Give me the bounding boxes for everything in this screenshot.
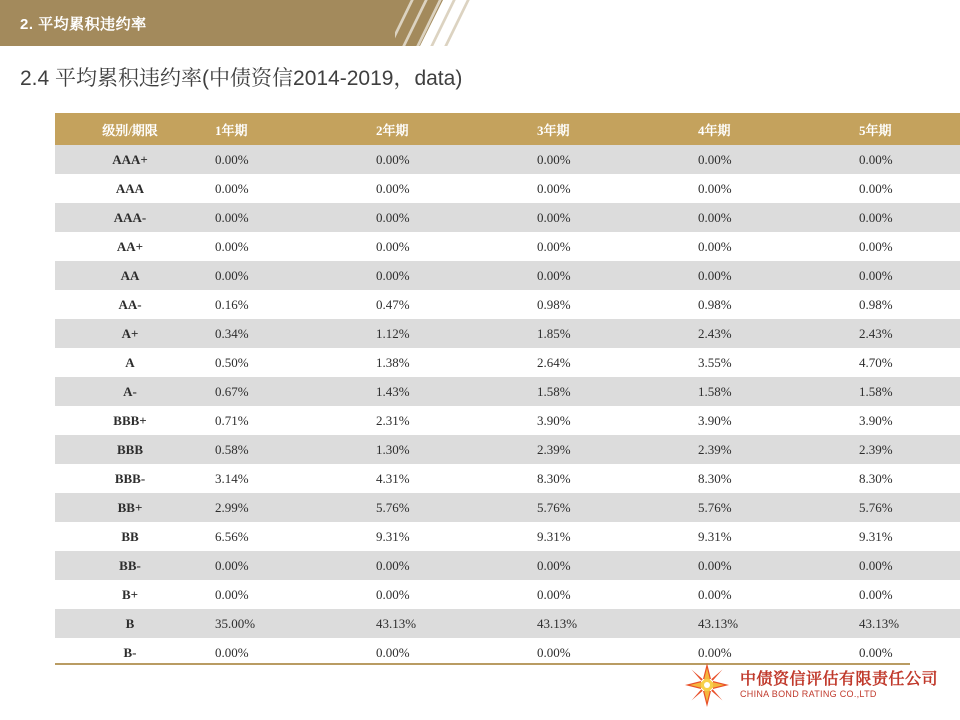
- table-cell-value: 0.00%: [205, 203, 366, 232]
- table-cell-value: 9.31%: [688, 522, 849, 551]
- company-name-block: [740, 671, 938, 700]
- table-cell-value: 2.31%: [366, 406, 527, 435]
- table-cell-value: 43.13%: [849, 609, 960, 638]
- table-cell-value: 35.00%: [205, 609, 366, 638]
- table-cell-grade: BBB: [55, 435, 205, 464]
- table-cell-value: 0.00%: [688, 551, 849, 580]
- table-cell-value: 0.98%: [688, 290, 849, 319]
- table-cell-value: 0.34%: [205, 319, 366, 348]
- table-cell-value: 0.58%: [205, 435, 366, 464]
- table-cell-value: 9.31%: [366, 522, 527, 551]
- table-cell-value: 0.00%: [688, 261, 849, 290]
- table-cell-value: 3.14%: [205, 464, 366, 493]
- table-cell-value: 0.16%: [205, 290, 366, 319]
- table-cell-value: 0.00%: [849, 261, 960, 290]
- table-cell-grade: AAA: [55, 174, 205, 203]
- table-cell-value: 6.56%: [205, 522, 366, 551]
- table-cell-value: 0.00%: [527, 551, 688, 580]
- header-banner: [0, 0, 420, 46]
- table-cell-grade: B-: [55, 638, 205, 667]
- table-cell-value: 8.30%: [527, 464, 688, 493]
- column-header-grade: 级别/期限: [55, 113, 205, 145]
- table-cell-value: 9.31%: [527, 522, 688, 551]
- table-row: [55, 377, 960, 406]
- table-cell-value: 9.31%: [849, 522, 960, 551]
- table-cell-grade: AAA-: [55, 203, 205, 232]
- table-row: [55, 551, 960, 580]
- table-cell-value: 0.47%: [366, 290, 527, 319]
- table-cell-value: 0.00%: [527, 174, 688, 203]
- table-row: [55, 232, 960, 261]
- table-row: [55, 406, 960, 435]
- table-cell-value: 1.30%: [366, 435, 527, 464]
- company-name-en: CHINA BOND RATING CO.,LTD: [739, 689, 877, 700]
- table-cell-value: 1.58%: [849, 377, 960, 406]
- table-header: [55, 113, 960, 145]
- table-cell-value: 0.00%: [366, 174, 527, 203]
- table-cell-value: 2.43%: [688, 319, 849, 348]
- table-cell-value: 0.00%: [366, 145, 527, 174]
- table-cell-value: 1.58%: [527, 377, 688, 406]
- table-cell-value: 0.00%: [205, 174, 366, 203]
- table-cell-value: 0.00%: [205, 145, 366, 174]
- table-row: [55, 464, 960, 493]
- table-row: [55, 261, 960, 290]
- table-cell-value: 0.00%: [366, 203, 527, 232]
- section-label: 2. 平均累积违约率: [20, 15, 147, 33]
- table-cell-value: 0.00%: [688, 174, 849, 203]
- table-cell-value: 4.31%: [366, 464, 527, 493]
- table-cell-value: 0.00%: [849, 232, 960, 261]
- table-cell-value: 0.00%: [527, 145, 688, 174]
- table-cell-value: 0.00%: [205, 638, 366, 667]
- table-cell-value: 0.00%: [205, 551, 366, 580]
- column-header-year3: 3年期: [527, 113, 688, 145]
- table-cell-value: 0.00%: [688, 145, 849, 174]
- table-cell-value: 5.76%: [527, 493, 688, 522]
- table-cell-value: 1.38%: [366, 348, 527, 377]
- table-cell-value: 43.13%: [527, 609, 688, 638]
- table-body: [55, 145, 960, 667]
- table-cell-value: 4.70%: [849, 348, 960, 377]
- table-header-row: [55, 113, 960, 145]
- header-decorative-stripes: [395, 0, 515, 46]
- table-cell-value: 1.58%: [688, 377, 849, 406]
- table-row: [55, 319, 960, 348]
- table-cell-grade: AA-: [55, 290, 205, 319]
- table-cell-value: 5.76%: [688, 493, 849, 522]
- table-cell-value: 0.00%: [366, 551, 527, 580]
- page-title: 2.4 平均累积违约率(中债资信2014-2019，data): [20, 67, 463, 90]
- table-cell-value: 0.00%: [527, 580, 688, 609]
- table-row: [55, 580, 960, 609]
- table-cell-value: 0.00%: [849, 638, 960, 667]
- table-cell-value: 2.99%: [205, 493, 366, 522]
- starburst-icon: [684, 662, 730, 708]
- table-cell-value: 2.64%: [527, 348, 688, 377]
- default-rate-table-container: [55, 113, 910, 667]
- table-cell-value: 0.00%: [366, 638, 527, 667]
- default-rate-table: [55, 113, 960, 667]
- table-cell-value: 0.98%: [527, 290, 688, 319]
- table-cell-grade: BB: [55, 522, 205, 551]
- table-row: [55, 493, 960, 522]
- table-cell-value: 0.50%: [205, 348, 366, 377]
- table-cell-value: 0.00%: [849, 580, 960, 609]
- table-cell-value: 3.90%: [849, 406, 960, 435]
- table-cell-value: 2.39%: [849, 435, 960, 464]
- table-cell-value: 0.00%: [688, 232, 849, 261]
- table-cell-grade: B+: [55, 580, 205, 609]
- table-cell-value: 0.00%: [849, 145, 960, 174]
- table-row: [55, 522, 960, 551]
- table-cell-value: 1.43%: [366, 377, 527, 406]
- table-cell-value: 0.67%: [205, 377, 366, 406]
- table-cell-value: 1.12%: [366, 319, 527, 348]
- table-cell-value: 0.00%: [849, 174, 960, 203]
- table-cell-value: 2.43%: [849, 319, 960, 348]
- table-cell-value: 0.00%: [366, 261, 527, 290]
- table-cell-value: 0.00%: [205, 580, 366, 609]
- company-logo: [684, 662, 938, 708]
- table-cell-value: 2.39%: [688, 435, 849, 464]
- table-row: [55, 174, 960, 203]
- table-cell-value: 0.00%: [527, 232, 688, 261]
- table-cell-value: 0.00%: [688, 203, 849, 232]
- table-cell-value: 0.00%: [205, 261, 366, 290]
- table-cell-grade: BB+: [55, 493, 205, 522]
- table-cell-value: 3.90%: [527, 406, 688, 435]
- table-cell-grade: B: [55, 609, 205, 638]
- column-header-year4: 4年期: [688, 113, 849, 145]
- table-cell-value: 0.00%: [366, 580, 527, 609]
- table-cell-grade: A: [55, 348, 205, 377]
- table-cell-grade: AA+: [55, 232, 205, 261]
- table-cell-grade: A+: [55, 319, 205, 348]
- table-cell-value: 5.76%: [366, 493, 527, 522]
- table-cell-value: 5.76%: [849, 493, 960, 522]
- table-cell-value: 8.30%: [849, 464, 960, 493]
- table-cell-grade: BBB-: [55, 464, 205, 493]
- column-header-year5: 5年期: [849, 113, 960, 145]
- table-cell-value: 43.13%: [366, 609, 527, 638]
- table-cell-value: 0.00%: [527, 261, 688, 290]
- table-cell-value: 0.00%: [205, 232, 366, 261]
- company-name-cn: 中债资信评估有限责任公司: [739, 670, 938, 688]
- table-cell-value: 0.00%: [527, 638, 688, 667]
- column-header-year2: 2年期: [366, 113, 527, 145]
- table-cell-value: 0.00%: [849, 551, 960, 580]
- column-header-year1: 1年期: [205, 113, 366, 145]
- table-row: [55, 203, 960, 232]
- table-cell-value: 3.90%: [688, 406, 849, 435]
- table-row: [55, 290, 960, 319]
- table-row: [55, 435, 960, 464]
- table-cell-value: 8.30%: [688, 464, 849, 493]
- table-cell-value: 0.00%: [849, 203, 960, 232]
- table-cell-value: 0.98%: [849, 290, 960, 319]
- table-cell-value: 1.85%: [527, 319, 688, 348]
- table-cell-value: 3.55%: [688, 348, 849, 377]
- table-cell-grade: AAA+: [55, 145, 205, 174]
- table-row: [55, 609, 960, 638]
- table-cell-value: 43.13%: [688, 609, 849, 638]
- table-cell-value: 0.00%: [527, 203, 688, 232]
- table-cell-value: 0.00%: [688, 638, 849, 667]
- table-cell-value: 0.00%: [688, 580, 849, 609]
- table-cell-grade: AA: [55, 261, 205, 290]
- table-cell-grade: BBB+: [55, 406, 205, 435]
- table-cell-grade: A-: [55, 377, 205, 406]
- table-row: [55, 145, 960, 174]
- table-cell-grade: BB-: [55, 551, 205, 580]
- table-cell-value: 0.71%: [205, 406, 366, 435]
- table-row: [55, 348, 960, 377]
- table-cell-value: 2.39%: [527, 435, 688, 464]
- table-cell-value: 0.00%: [366, 232, 527, 261]
